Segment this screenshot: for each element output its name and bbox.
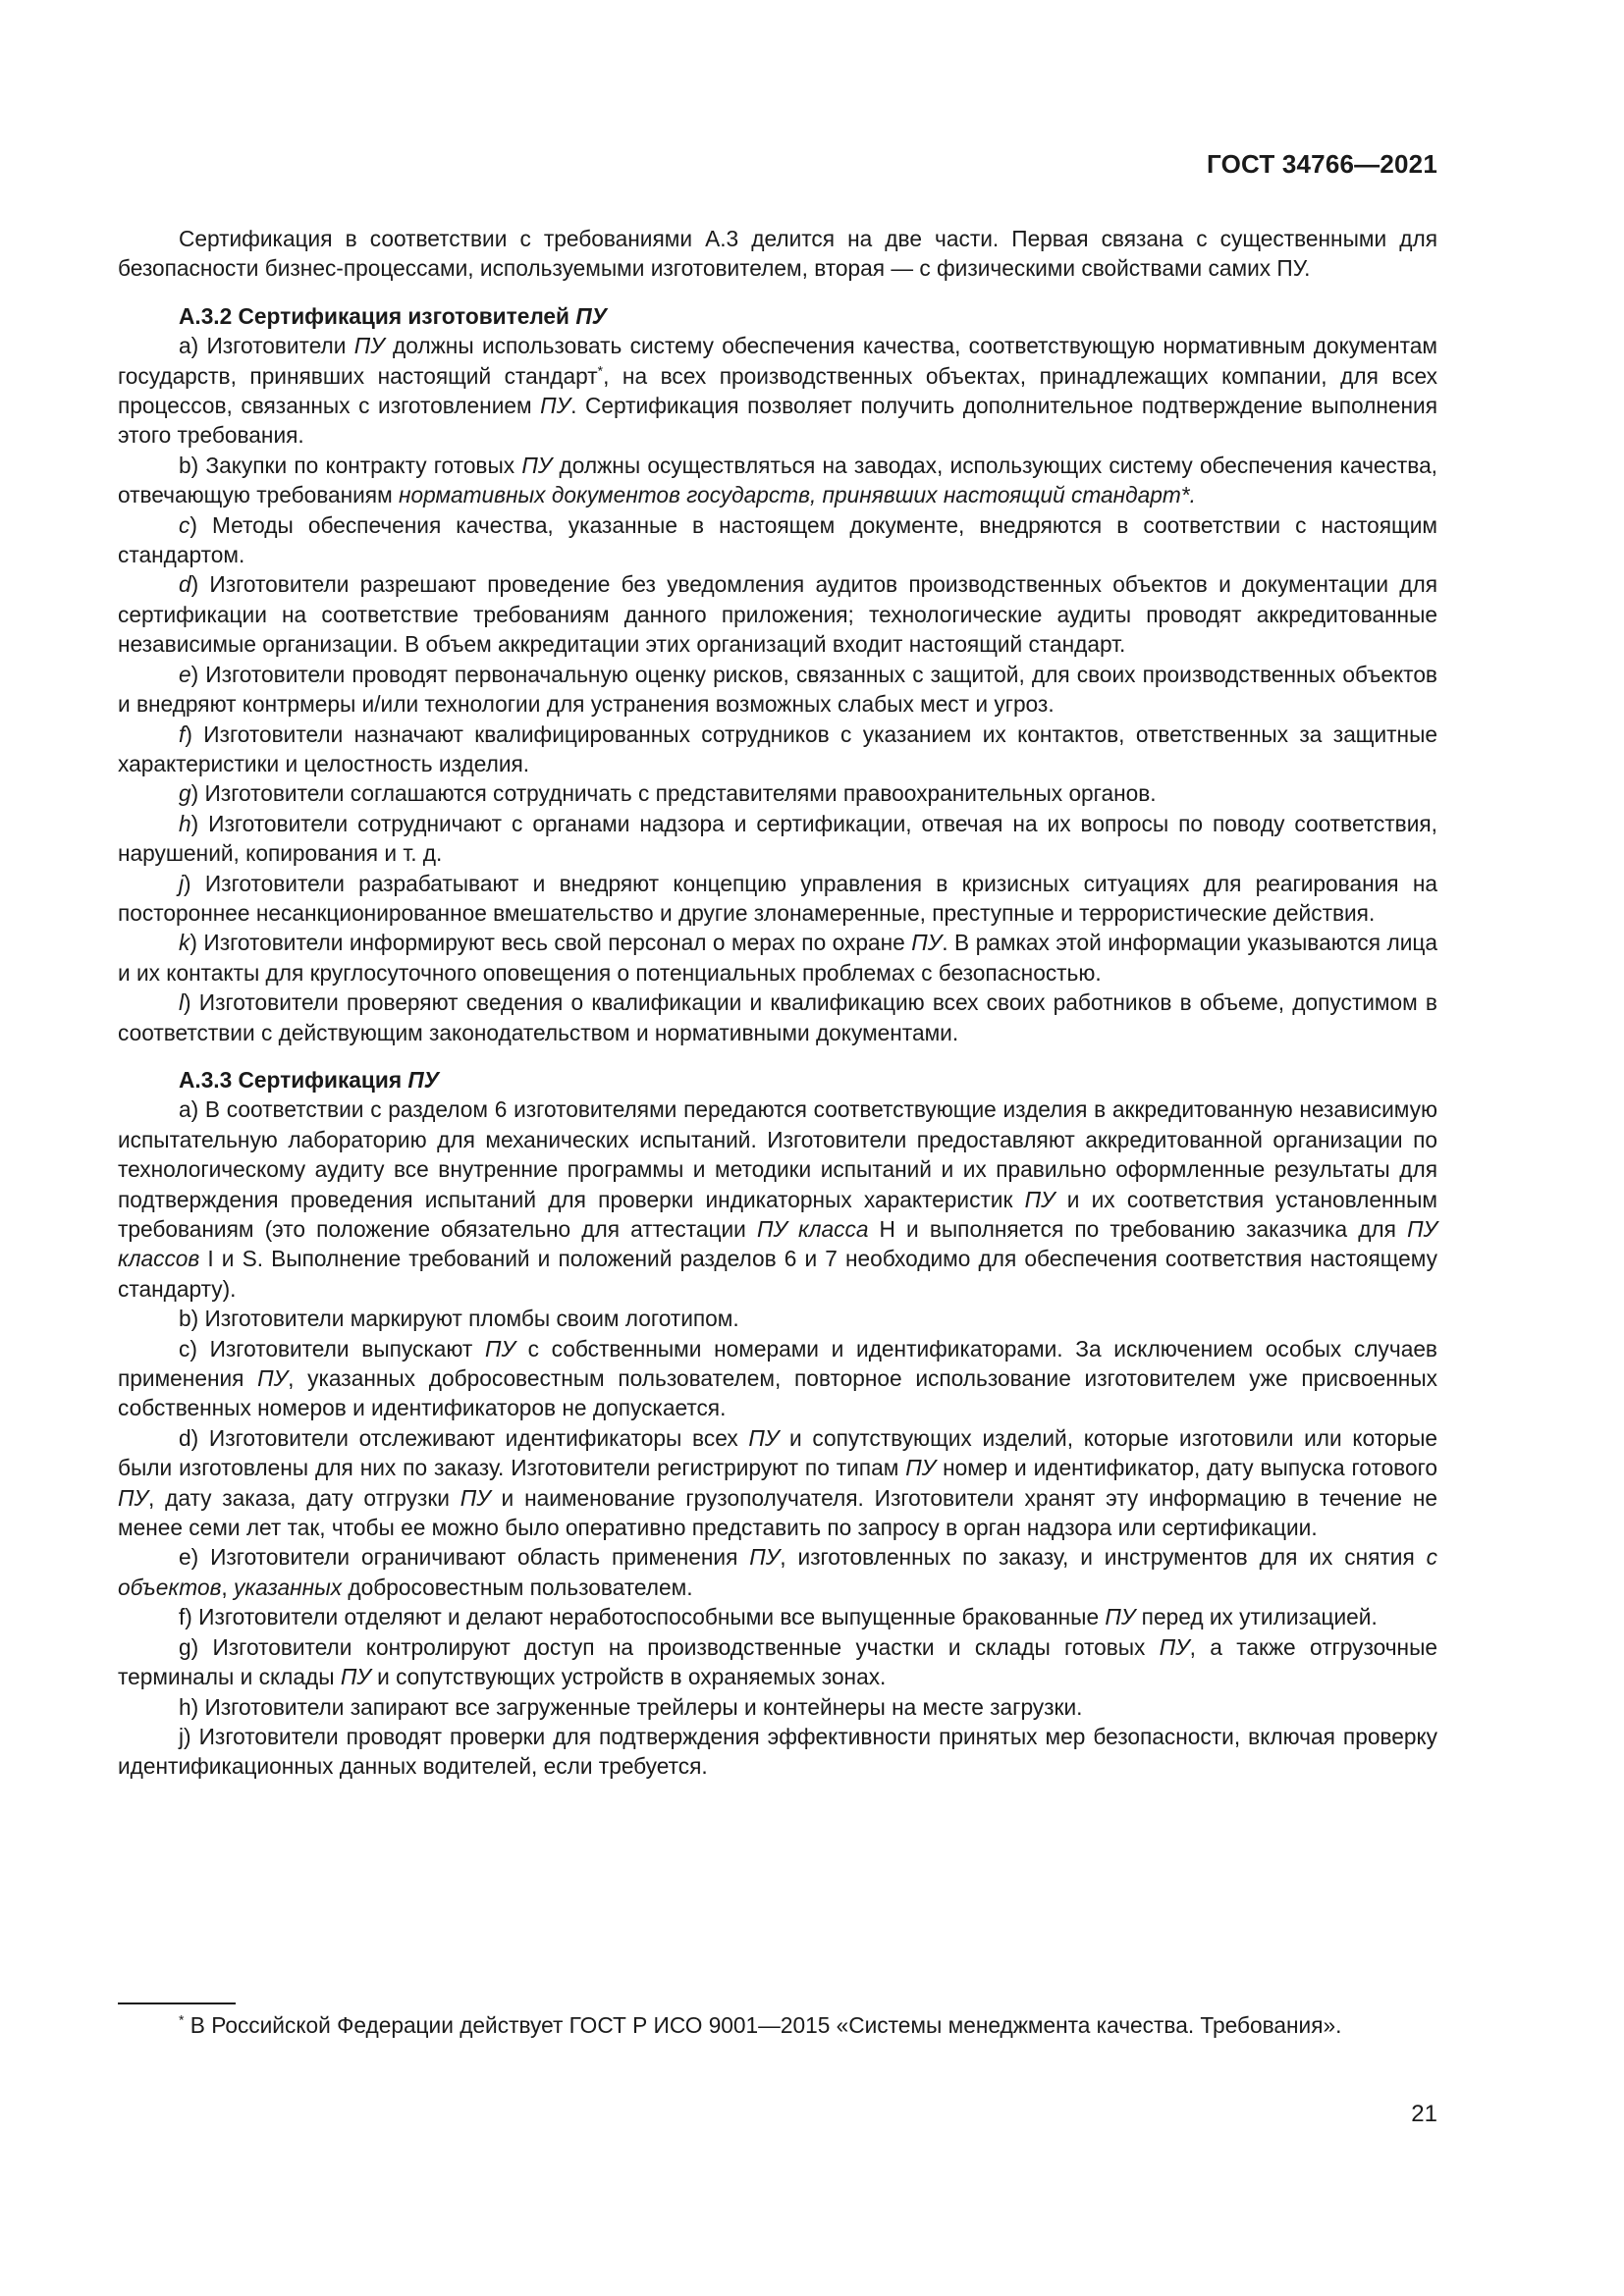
clause-a33-f: f) Изготовители отделяют и делают неработоспособными все выпущенные бракованные ПУ перед их утилизацией. (179, 1604, 1378, 1630)
footnote-marker: * (179, 2011, 185, 2028)
clause-a32-b: b) Закупки по контракту готовых ПУ должны осуществляться на заводах, использующих систему обеспечения качества, отвечающую требованиям нормативных документов государств, принявших настоящий стандарт*. (118, 452, 1437, 508)
footnote: * В Российской Федерации действует ГОСТ Р ИСО 9001—2015 «Системы менеджмента качества. Требования». (179, 2011, 1342, 2038)
clause-a32-d: d) Изготовители разрешают проведение без уведомления аудитов производственных объектов и документации для сертификации на соответствие требованиям данного приложения; технологические аудиты проводят аккредитованные независимые организации. В объем аккредитации этих организаций входит настоящий стандарт. (118, 571, 1437, 658)
clause-a32-c: с) Методы обеспечения качества, указанные в настоящем документе, внедряются в соответствии с настоящим стандартом. (118, 511, 1437, 568)
clause-a32-l: l) Изготовители проверяют сведения о квалификации и квалификацию всех своих работников в объеме, допустимом в соответствии с действующим законодательством и нормативными документами. (118, 989, 1437, 1045)
clause-a32-h: h) Изготовители сотрудничают с органами надзора и сертификации, отвечая на их вопросы по поводу соответствия, нарушений, копирования и т. д. (118, 810, 1437, 867)
document-body (118, 224, 1437, 1782)
clause-a33-d: d) Изготовители отслеживают идентификаторы всех ПУ и сопутствующих изделий, которые изготовили или которые были изготовлены для них по заказу. Изготовители регистрируют по типам ПУ номер и идентификатор, дату выпуска готового ПУ, дату заказа, дату отгрузки ПУ и наименование грузополучателя. Изготовители хранят эту информацию в течение не менее семи лет так, чтобы ее можно было оперативно представить по запросу в орган надзора или сертификации. (118, 1424, 1437, 1541)
clause-a32-f: f) Изготовители назначают квалифицированных сотрудников с указанием их контактов, ответственных за защитные характеристики и целостность изделия. (118, 721, 1437, 776)
clause-a33-e: е) Изготовители ограничивают область применения ПУ, изготовленных по заказу, и инструментов для их снятия с объектов, указанных добросовестным пользователем. (118, 1544, 1437, 1600)
clause-a32-g: g) Изготовители соглашаются сотрудничать с представителями правоохранительных органов. (179, 780, 1157, 807)
clause-a33-c: с) Изготовители выпускают ПУ с собственными номерами и идентификаторами. За исключением особых случаев применения ПУ, указанных добросовестным пользователем, повторное использование изготовителем уже присвоенных собственных номеров и идентификаторов не допускается. (118, 1335, 1437, 1421)
clause-a33-b: b) Изготовители маркируют пломбы своим логотипом. (179, 1306, 739, 1332)
document-id-header: ГОСТ 34766—2021 (1207, 149, 1437, 179)
clause-a32-j: j) Изготовители разрабатывают и внедряют концепцию управления в кризисных ситуациях для реагирования на постороннее несанкционированное вмешательство и другие злонамеренные, преступные и террористические действия. (118, 870, 1437, 926)
page-number: 21 (1411, 2101, 1437, 2127)
clause-a33-j: j) Изготовители проводят проверки для подтверждения эффективности принятых мер безопасности, включая проверку идентификационных данных водителей, если требуется. (118, 1723, 1437, 1780)
footnote-divider (118, 2002, 236, 2004)
section-heading-a33: А.3.3 Сертификация ПУ (179, 1066, 440, 1093)
clause-a33-h: h) Изготовители запирают все загруженные трейлеры и контейнеры на месте загрузки. (179, 1693, 1083, 1720)
intro-paragraph: Сертификация в соответствии с требованиями А.3 делится на две части. Первая связана с существенными для безопасности бизнес-процессами, используемыми изготовителем, вторая — с физическими свойствами самих ПУ. (118, 226, 1437, 282)
clause-a33-g: g) Изготовители контролируют доступ на производственные участки и склады готовых ПУ, а также отгрузочные терминалы и склады ПУ и сопутствующих устройств в охраняемых зонах. (118, 1633, 1437, 1690)
footnote-marker: * (597, 362, 604, 379)
clause-a32-e: е) Изготовители проводят первоначальную оценку рисков, связанных с защитой, для своих производственных объектов и внедряют контрмеры и/или технологии для устранения возможных слабых мест и угроз. (118, 661, 1437, 718)
clause-a32-k: k) Изготовители информируют весь свой персонал о мерах по охране ПУ. В рамках этой информации указываются лица и их контакты для круглосуточного оповещения о потенциальных проблемах с безопасностью. (118, 930, 1437, 986)
clause-a32-a: а) Изготовители ПУ должны использовать систему обеспечения качества, соответствующую нормативным документам государств, принявших настоящий стандарт*, на всех производственных объектах, принадлежащих компании, для всех процессов, связанных с изготовлением ПУ. Сертификация позволяет получить дополнительное подтверждение выполнения этого требования. (118, 333, 1437, 449)
section-heading-a32: А.3.2 Сертификация изготовителей ПУ (179, 302, 607, 329)
clause-a33-a: а) В соответствии с разделом 6 изготовителями передаются соответствующие изделия в аккредитованную независимую испытательную лабораторию для механических испытаний. Изготовители предоставляют аккредитованной организации по технологическому аудиту все внутренние программы и методики испытаний и их правильно оформленные результаты для подтверждения проведения испытаний для проверки индикаторных характеристик ПУ и их соответствия установленным требованиям (это положение обязательно для аттестации ПУ класса Н и выполняется по требованию заказчика для ПУ классов I и S. Выполнение требований и положений разделов 6 и 7 необходимо для обеспечения соответствия настоящему стандарту). (118, 1096, 1438, 1302)
